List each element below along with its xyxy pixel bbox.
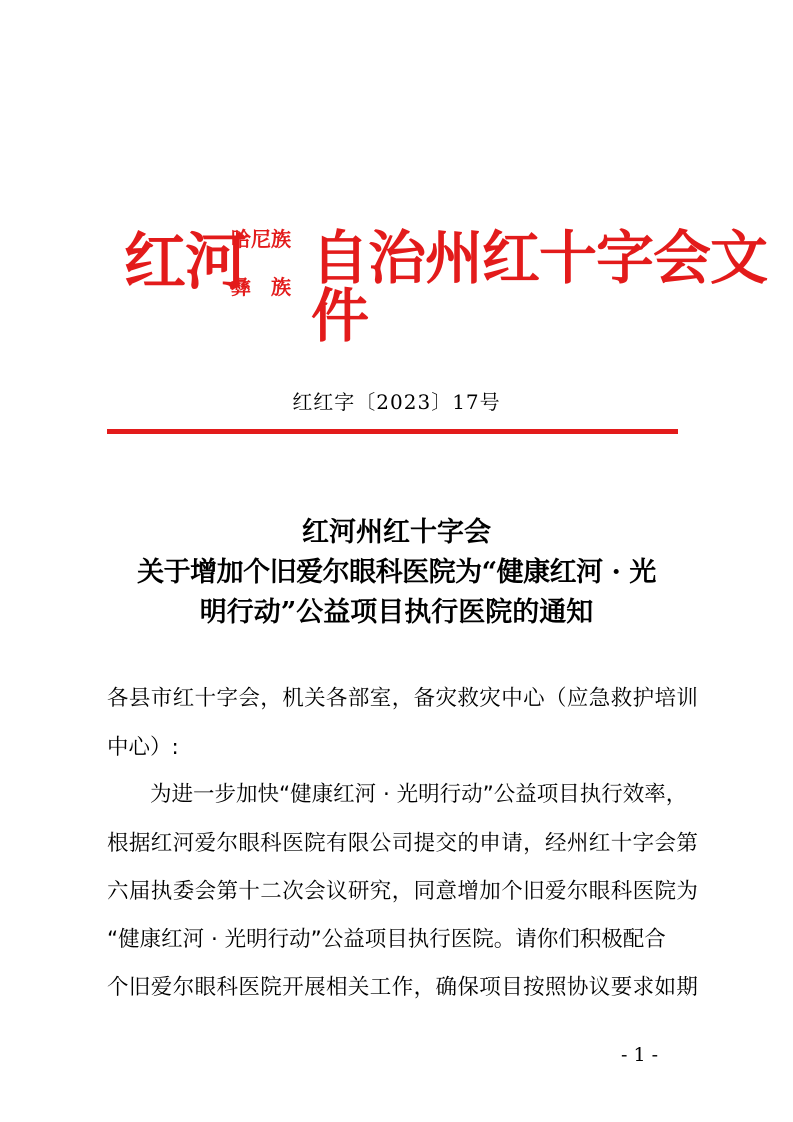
- letterhead-ethnic-top: 哈尼族: [231, 227, 291, 251]
- title-line-1: 红河州红十字会: [302, 517, 491, 548]
- body-line-paragraph-4: “健康红河 · 光明行动”公益项目执行医院。请你们积极配合: [107, 927, 666, 952]
- body-line-paragraph-5: 个旧爱尔眼科医院开展相关工作，确保项目按照协议要求如期: [107, 975, 699, 1000]
- document-number: 红红字〔2023〕17号: [292, 390, 501, 414]
- header-divider: [107, 429, 678, 434]
- page-number: - 1 -: [621, 1044, 659, 1066]
- body-line-paragraph-1: 为进一步加快“健康红河 · 光明行动”公益项目执行效率，: [150, 782, 688, 807]
- letterhead-name-right: 自治州红十字会文件: [311, 224, 768, 350]
- body-line-paragraph-3: 六届执委会第十二次会议研究，同意增加个旧爱尔眼科医院为: [107, 879, 699, 904]
- title-line-2: 关于增加个旧爱尔眼科医院为“健康红河 · 光: [137, 557, 656, 588]
- title-line-3: 明行动”公益项目执行医院的通知: [199, 597, 594, 628]
- body-line-salutation: 各县市红十字会，机关各部室，备灾救灾中心（应急救护培训: [107, 686, 699, 711]
- letterhead-name-left: 红河: [124, 225, 247, 298]
- body-line-salutation-cont: 中心）:: [107, 735, 179, 760]
- letterhead-ethnic-bottom: 彝 族: [231, 275, 291, 299]
- body-line-paragraph-2: 根据红河爱尔眼科医院有限公司提交的申请，经州红十字会第: [107, 831, 699, 856]
